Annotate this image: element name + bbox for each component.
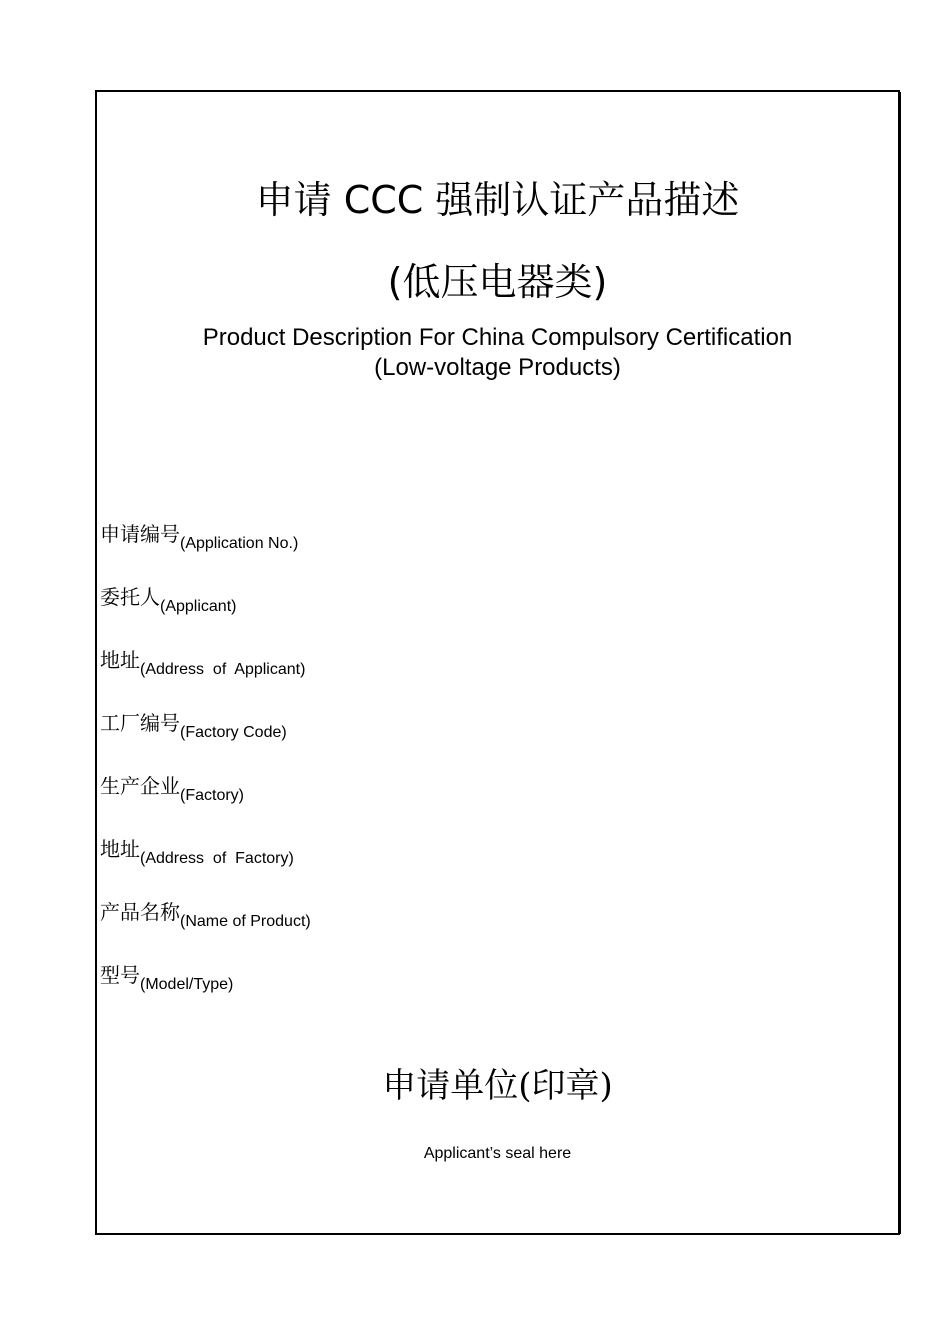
field-label-zh: 型号 [100, 963, 140, 987]
field-name-of-product [100, 898, 880, 961]
field-label-en: (Name of Product) [180, 913, 311, 930]
field-label-en: (Address of Applicant) [140, 661, 306, 678]
field-label-zh: 地址 [100, 837, 140, 861]
field-label-zh: 产品名称 [100, 900, 180, 924]
field-address-of-applicant [100, 646, 880, 709]
form-fields [100, 520, 880, 1024]
document-frame [95, 90, 900, 1235]
document-subtitle-zh: (低压电器类) [387, 260, 608, 304]
field-factory [100, 772, 880, 835]
field-label-zh: 地址 [100, 648, 140, 672]
field-label-zh: 工厂编号 [100, 711, 180, 735]
field-application-no [100, 520, 880, 583]
field-label-zh: 生产企业 [100, 774, 180, 798]
document-subtitle-en: (Low-voltage Products) [374, 354, 621, 381]
field-label-en: (Applicant) [160, 598, 237, 615]
seal-label-en: Applicant’s seal here [423, 1145, 572, 1162]
frame-shadow-line [899, 92, 901, 1234]
field-label-en: (Address of Factory) [140, 850, 294, 867]
field-label-zh: 委托人 [100, 585, 160, 609]
field-label-en: (Model/Type) [140, 976, 234, 993]
field-applicant [100, 583, 880, 646]
field-label-en: (Factory Code) [180, 724, 287, 741]
field-label-zh: 申请编号 [100, 522, 180, 546]
seal-label-zh: 申请单位(印章) [382, 1066, 613, 1106]
field-factory-code [100, 709, 880, 772]
document-title-en: Product Description For China Compulsory Certification [202, 324, 793, 351]
field-label-en: (Factory) [180, 787, 244, 804]
field-model-type [100, 961, 880, 1024]
document-title-zh: 申请 CCC 强制认证产品描述 [255, 178, 740, 222]
field-label-en: (Application No.) [180, 535, 299, 552]
field-address-of-factory [100, 835, 880, 898]
